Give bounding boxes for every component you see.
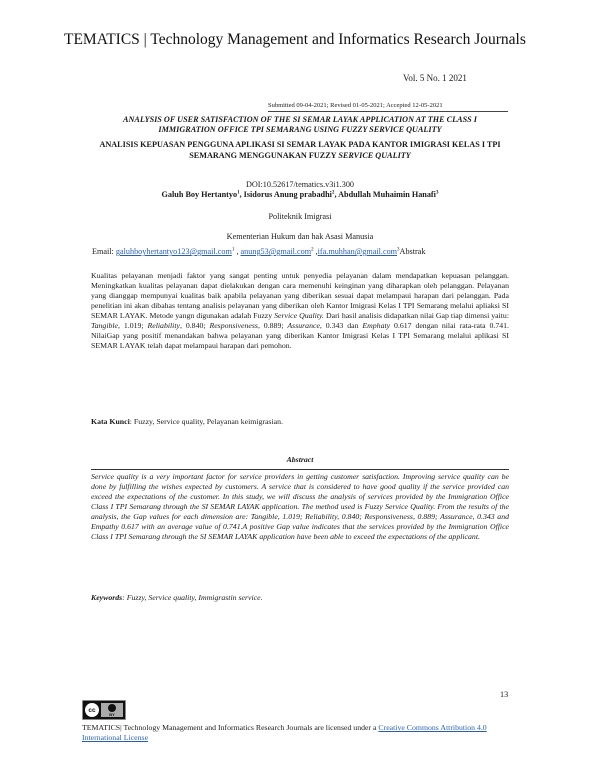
dimension-name: Responsiveness bbox=[209, 321, 258, 330]
email-sup: 3 bbox=[397, 247, 400, 253]
email-sup: 1 bbox=[231, 247, 235, 253]
author-name: Abdullah Muhaimin Hanafi bbox=[338, 190, 436, 199]
author-name: Galuh Boy Hertantyo bbox=[161, 190, 238, 199]
dimension-value: 0.617 dengan nilai rata-rata 0.741. NilaiGap yang positif menandakan bahwa pelayanan yang diberikan Kantor Imigrasi Kelas I TPI Semarang melalui aplikasi SI SEMAR LAYAK telah dapat melampaui harapan dari pemohon. bbox=[91, 321, 509, 350]
kata-kunci bbox=[91, 417, 509, 426]
by-label: BY bbox=[109, 711, 115, 717]
kata-kunci-text: : Fuzzy, Service quality, Pelayanan keimigrasian. bbox=[129, 417, 283, 426]
dimension-value: , 0.840; bbox=[179, 321, 206, 330]
keywords-label: Keywords bbox=[91, 593, 123, 602]
email-link-2[interactable]: anung53@gmail.com bbox=[240, 247, 312, 256]
dimension-name: Emphaty bbox=[362, 321, 391, 330]
license-link[interactable]: Creative Commons Attribution 4.0 International License bbox=[82, 723, 487, 742]
author-sup: 3 bbox=[435, 190, 439, 196]
email-sup: 2 bbox=[311, 247, 314, 253]
dimension-name: Assurance bbox=[287, 321, 320, 330]
email-link-1[interactable]: galuhboyhertantyo123@gmail.com bbox=[115, 247, 232, 256]
cc-icon: cc bbox=[85, 703, 99, 717]
abstrak-paragraph bbox=[91, 271, 509, 351]
abstrak-italic: Service Quality. bbox=[274, 311, 324, 320]
author-sup: 2 bbox=[331, 190, 335, 196]
dimension-value: , 0.889; bbox=[257, 321, 284, 330]
author-name: Isidorus Anung prabadhi bbox=[243, 190, 332, 199]
title-id-main: ANALISIS KEPUASAN PENGGUNA APLIKASI SI SEMAR LAYAK PADA KANTOR IMIGRASI KELAS I TPI SEMARANG MENGGUNAKAN FUZZY bbox=[99, 140, 501, 160]
volume-info: Vol. 5 No. 1 2021 bbox=[403, 73, 467, 83]
journal-title: TEMATICS | Technology Management and Informatics Research Journals bbox=[64, 31, 526, 48]
by-icon bbox=[101, 703, 123, 717]
abstrak-text: Kualitas pelayanan menjadi faktor yang sangat penting untuk penyedia pelayanan dalam mendapatkan kepuasan pelanggan. Meningkatkan kualitas pelayanan dapat dielakukan dengan cara memenuhi keinginan yang diharapkan oleh pelanggan. Pelayanan yang dianggap mempunyai kualitas baik apabila pelayanan yang diberikan sesuai dapat melampaui harapan dari pelanggan. Pada penelitian ini akan dibahas tentang analisis pelayanan yang diberikan oleh Kantor Imigrasi Kelas I TPI Semarang melalui apliaksi SI SEMAR LAYAK. Metode yangn digunakan adalah Fuzzy bbox=[91, 271, 509, 320]
header-divider bbox=[268, 111, 508, 112]
license-statement bbox=[82, 723, 522, 743]
doi: DOI:10.52617/tematics.v3i1.300 bbox=[245, 180, 355, 189]
author-list: Galuh Boy Hertantyo$^1$, Isidorus Anung prabadhi$^2$, Abdullah Muhaimin Hanafi$^3$ bbox=[161, 190, 439, 199]
dimension-value: , 1.019; bbox=[118, 321, 144, 330]
page-number: 13 bbox=[500, 690, 509, 699]
abstract-divider bbox=[91, 469, 509, 470]
keywords-text: : Fuzzy, Service quality, Immigrastin service. bbox=[122, 593, 263, 602]
attribution-person-icon bbox=[108, 704, 116, 712]
affiliation-primary: Politeknik Imigrasi bbox=[268, 212, 332, 221]
abstrak-text: Dari hasil analisis didapatkan nilai Gap tiap dimensi yaitu: bbox=[325, 311, 510, 320]
abstract-heading: Abstract bbox=[286, 455, 314, 464]
article-title-indonesian bbox=[95, 139, 505, 161]
email-label: Email: bbox=[92, 247, 114, 256]
dimension-name: Reliability bbox=[147, 321, 180, 330]
article-title-english: ANALYSIS OF USER SATISFACTION OF THE SI SEMAR LAYAK APPLICATION AT THE CLASS I IMMIGRATION OFFICE TPI SEMARANG USING FUZZY SERVICE QUALITY bbox=[123, 115, 477, 134]
license-text: TEMATICS| Technology Management and Informatics Research Journals are licensed under a bbox=[82, 723, 377, 732]
abstrak-label: Abstrak bbox=[399, 247, 426, 256]
email-link-3[interactable]: ifa.muhhan@gmail.com bbox=[317, 247, 398, 256]
submission-dates: Submitted 09-04-2021; Revised 01-05-2021; Accepted 12-05-2021 bbox=[268, 102, 443, 109]
keywords bbox=[91, 593, 509, 602]
dimension-value: , 0.343 dan bbox=[319, 321, 359, 330]
dimension-name: Tangible bbox=[91, 321, 119, 330]
abstract-paragraph: Service quality is a very important factor for service providers in getting customer satisfaction. Improving service quality can be done by fulfilling the wishes expected by customers. A service that is considered to have good quality if the service provided can exceed the expectations of the customer. In this study, we will discuss the analysis of services provided by the Immigration Office Class I TPI Semarang through the SI SEMAR LAYAK application. The method used is Fuzzy Service Quality. From the results of the analysis, the Gap values for each dimension are: Tangible, 1.019; Reliability, 0.840; Responsiveness, 0.889; Assurance, 0.343 and Empathy 0.617 with an average value of 0.741.A positive Gap value indicates that the services provided by the Immigration Office Class I TPI Semarang through the SI SEMAR LAYAK application have been able to exceed the expectations of the applicant. bbox=[91, 472, 509, 541]
cc-by-license-badge[interactable] bbox=[82, 700, 126, 720]
kata-kunci-label: Kata Kunci bbox=[91, 417, 130, 426]
email-line: Email: galuhboyhertantyo123@gmail.com$^1$ , anung53@gmail.com$^2$ ,ifa.muhhan@gmail.com$^3$Abstrak bbox=[92, 247, 426, 256]
affiliation-secondary: Kementerian Hukum dan hak Asasi Manusia bbox=[226, 232, 374, 241]
author-sup: 1 bbox=[237, 190, 240, 196]
title-id-italic: SERVICE QUALITY bbox=[338, 151, 411, 160]
